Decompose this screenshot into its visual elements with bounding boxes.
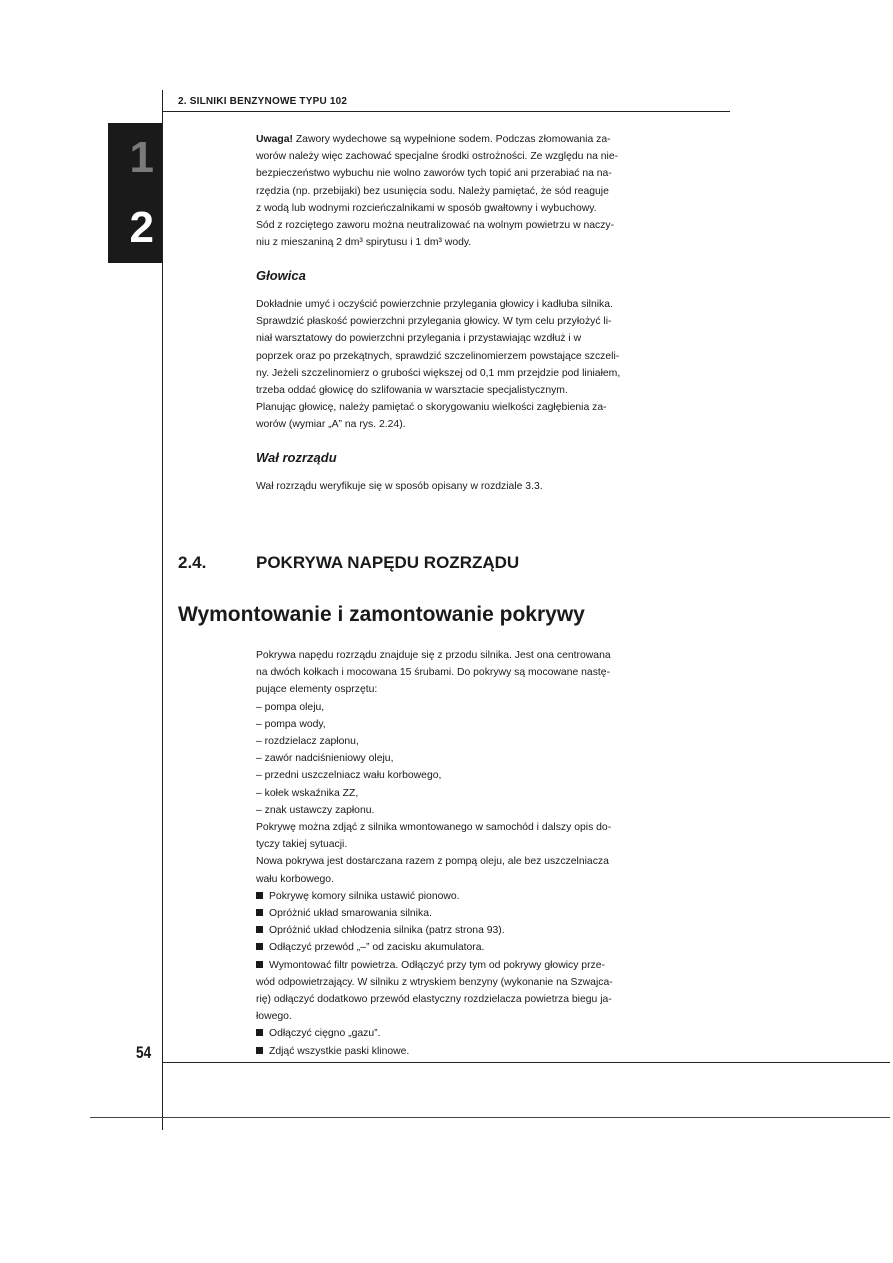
bullet-square-icon <box>256 1029 263 1036</box>
step-continuation: łowego. <box>256 1011 292 1023</box>
step-continuation: rię) odłączyć dodatkowo przewód elastyczny rozdzielacza powietrza biegu ja- <box>256 994 612 1006</box>
intro-line: pujące elementy osprzętu: <box>256 684 378 696</box>
notes-line: Nowa pokrywa jest dostarczana razem z pompą oleju, ale bez uszczelniacza <box>256 856 609 868</box>
warning-block <box>256 131 724 251</box>
heading-wal-rozrzadu: Wał rozrządu <box>256 450 337 465</box>
glowica-text <box>256 296 724 434</box>
warning-lead: Uwaga! <box>256 134 293 145</box>
step-item: Odłączyć cięgno „gazu”. <box>256 1025 724 1042</box>
bullet-square-icon <box>256 926 263 933</box>
chapter-tab-1: 1 <box>108 123 162 193</box>
section-number: 2.4. <box>178 553 207 572</box>
glowica-line: ny. Jeżeli szczelinomierz o grubości większej od 0,1 mm przejdzie pod liniałem, <box>256 367 621 379</box>
bullet-square-icon <box>256 892 263 899</box>
wal-line: Wał rozrządu weryfikuje się w sposób opisany w rozdziale 3.3. <box>256 481 543 492</box>
main-heading: Wymontowanie i zamontowanie pokrywy <box>178 603 585 626</box>
wal-text <box>256 478 724 495</box>
notes-line: Pokrywę można zdjąć z silnika wmontowanego w samochód i dalszy opis do- <box>256 822 612 834</box>
glowica-line: poprzek oraz po przekątnych, sprawdzić szczelinomierzem powstające szczeli- <box>256 350 620 362</box>
step-item: Zdjąć wszystkie paski klinowe. <box>256 1043 724 1060</box>
glowica-line: Dokładnie umyć i oczyścić powierzchnie przylegania głowicy i kadłuba silnika. <box>256 299 613 310</box>
component-item: – znak ustawczy zapłonu. <box>256 804 375 816</box>
component-item: – pompa oleju, <box>256 701 325 713</box>
warning-line: Sód z rozciętego zaworu można neutralizować na wolnym powietrzu w naczy- <box>256 220 615 232</box>
notes-line: tyczy takiej sytuacji. <box>256 839 348 851</box>
step-item: Odłączyć przewód „–” od zacisku akumulatora. <box>256 939 724 956</box>
page-number: 54 <box>136 1043 152 1062</box>
heading-glowica: Głowica <box>256 268 306 283</box>
bottom-edge-rule <box>90 1117 890 1118</box>
warning-line: z wodą lub wodnymi rozcieńczalnikami w sposób gwałtowny i wybuchowy. <box>256 202 597 214</box>
intro-text <box>256 647 724 1060</box>
margin-rule <box>162 90 163 1130</box>
step-item: Wymontować filtr powietrza. Odłączyć przy tym od pokrywy głowicy prze- <box>256 957 724 974</box>
step-continuation: wód odpowietrzający. W silniku z wtryskiem benzyny (wykonanie na Szwajca- <box>256 976 613 988</box>
notes-line: wału korbowego. <box>256 873 334 885</box>
section-title: POKRYWA NAPĘDU ROZRZĄDU <box>256 553 520 572</box>
component-item: – zawór nadciśnieniowy oleju, <box>256 753 394 765</box>
glowica-line: niał warsztatowy do powierzchni przylegania i przystawiając wzdłuż i w <box>256 333 582 345</box>
intro-line: na dwóch kołkach i mocowana 15 śrubami. Do pokrywy są mocowane nastę- <box>256 667 611 679</box>
warning-line: worów należy więc zachować specjalne środki ostrożności. Ze względu na nie- <box>256 151 619 163</box>
step-item: Opróżnić układ chłodzenia silnika (patrz strona 93). <box>256 922 724 939</box>
component-item: – rozdzielacz zapłonu, <box>256 736 359 748</box>
chapter-tab-2: 2 <box>108 193 162 263</box>
warning-line: bezpieczeństwo wybuchu nie wolno zaworów tych topić ani przerabiać na na- <box>256 168 612 180</box>
warning-line: niu z mieszaniną 2 dm³ spirytusu i 1 dm³ wody. <box>256 237 472 249</box>
glowica-line: worów (wymiar „A” na rys. 2.24). <box>256 419 406 431</box>
bullet-square-icon <box>256 943 263 950</box>
bullet-square-icon <box>256 1047 263 1054</box>
footer-rule <box>162 1062 890 1063</box>
step-item: Opróżnić układ smarowania silnika. <box>256 905 724 922</box>
glowica-line: Planując głowicę, należy pamiętać o skorygowaniu wielkości zagłębienia za- <box>256 402 607 414</box>
bullet-square-icon <box>256 909 263 916</box>
glowica-line: trzeba oddać głowicę do szlifowania w warsztacie specjalistycznym. <box>256 385 568 397</box>
warning-line: Uwaga! Zawory wydechowe są wypełnione sodem. Podczas złomowania za- <box>256 134 611 145</box>
warning-line: rzędzia (np. przebijaki) bez usunięcia sodu. Należy pamiętać, że sód reaguje <box>256 185 609 197</box>
component-item: – pompa wody, <box>256 718 326 730</box>
bullet-square-icon <box>256 961 263 968</box>
step-item: Pokrywę komory silnika ustawić pionowo. <box>256 888 724 905</box>
glowica-line: Sprawdzić płaskość powierzchni przylegania głowicy. W tym celu przyłożyć li- <box>256 316 612 328</box>
component-item: – przedni uszczelniacz wału korbowego, <box>256 770 442 782</box>
intro-line: Pokrywa napędu rozrządu znajduje się z przodu silnika. Jest ona centrowana <box>256 650 611 661</box>
running-header: 2. SILNIKI BENZYNOWE TYPU 102 <box>178 96 348 107</box>
component-item: – kołek wskaźnika ZZ, <box>256 787 359 799</box>
header-rule <box>162 111 730 112</box>
